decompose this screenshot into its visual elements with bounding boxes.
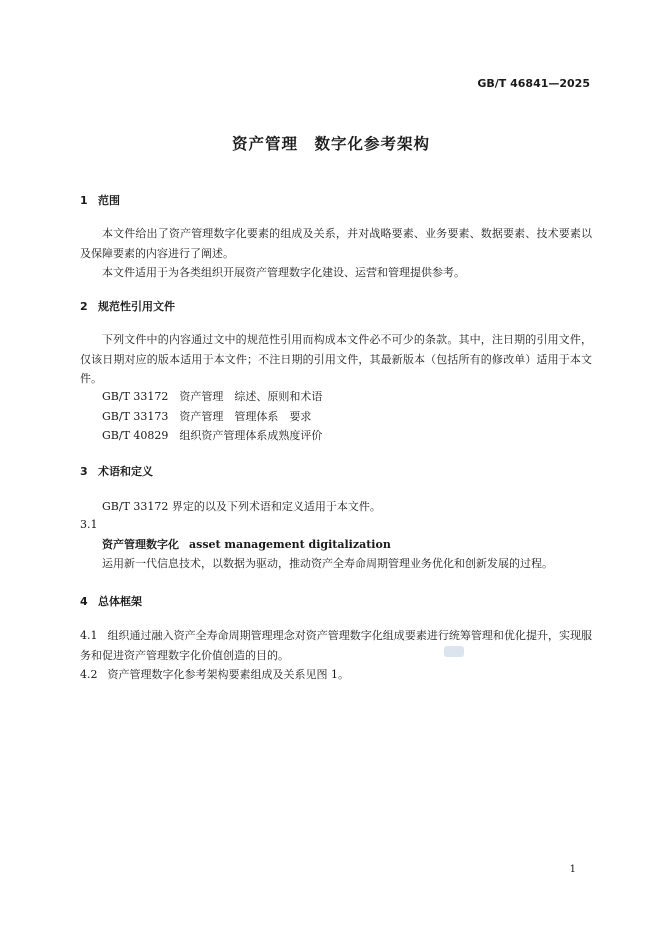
section-1-number: 1 — [80, 194, 88, 207]
normative-reference-1: GB/T 33172 资产管理 综述、原则和术语 — [102, 390, 323, 403]
term-name — [102, 536, 391, 552]
term-definition: 运用新一代信息技术，以数据为驱动，推动资产全寿命周期管理业务优化和创新发展的过程。 — [102, 557, 553, 570]
term-name-chinese: 资产管理数字化 — [102, 538, 179, 551]
clause-4-2-number: 4.2 — [80, 668, 98, 681]
normative-reference-3: GB/T 40829 组织资产管理体系成熟度评价 — [102, 429, 323, 442]
section-3-paragraph-1: GB/T 33172 界定的以及下列术语和定义适用于本文件。 — [102, 500, 381, 513]
clause-4-2 — [80, 665, 592, 685]
section-2-title: 规范性引用文件 — [98, 300, 175, 313]
standard-code: GB/T 46841—2025 — [477, 77, 590, 90]
section-2-paragraph-1: 下列文件中的内容通过文中的规范性引用而构成本文件必不可少的条款。其中，注日期的引用文件，仅该日期对应的版本适用于本文件；不注日期的引用文件，其最新版本（包括所有的修改单）适用于本文件。 — [80, 333, 592, 385]
document-title: 资产管理 数字化参考架构 — [231, 135, 430, 153]
clause-4-1-text: 组织通过融入资产全寿命周期管理理念对资产管理数字化组成要素进行统筹管理和优化提升，实现服务和促进资产管理数字化价值创造的目的。 — [80, 629, 592, 662]
section-4-heading — [80, 593, 142, 609]
section-4-title: 总体框架 — [98, 595, 142, 608]
clause-4-2-text: 资产管理数字化参考架构要素组成及关系见图 1。 — [107, 668, 349, 681]
term-name-english: asset management digitalization — [189, 538, 391, 551]
clause-4-1 — [80, 626, 592, 665]
section-2-number: 2 — [80, 300, 88, 313]
page-number: 1 — [569, 864, 576, 875]
normative-reference-2: GB/T 33173 资产管理 管理体系 要求 — [102, 410, 312, 423]
section-4-number: 4 — [80, 595, 88, 608]
clause-4-1-number: 4.1 — [80, 629, 98, 642]
section-2-heading — [80, 298, 175, 314]
section-1-title: 范围 — [98, 194, 120, 207]
section-3-heading — [80, 463, 153, 479]
section-1-heading — [80, 192, 120, 208]
section-3-number: 3 — [80, 465, 88, 478]
section-1-paragraph-2: 本文件适用于为各类组织开展资产管理数字化建设、运营和管理提供参考。 — [102, 266, 465, 279]
section-1-paragraph-1: 本文件给出了资产管理数字化要素的组成及关系，并对战略要素、业务要素、数据要素、技术要素以及保障要素的内容进行了阐述。 — [80, 227, 592, 260]
section-3-title: 术语和定义 — [98, 465, 153, 478]
watermark-stamp — [444, 646, 464, 657]
term-number: 3.1 — [80, 518, 98, 531]
